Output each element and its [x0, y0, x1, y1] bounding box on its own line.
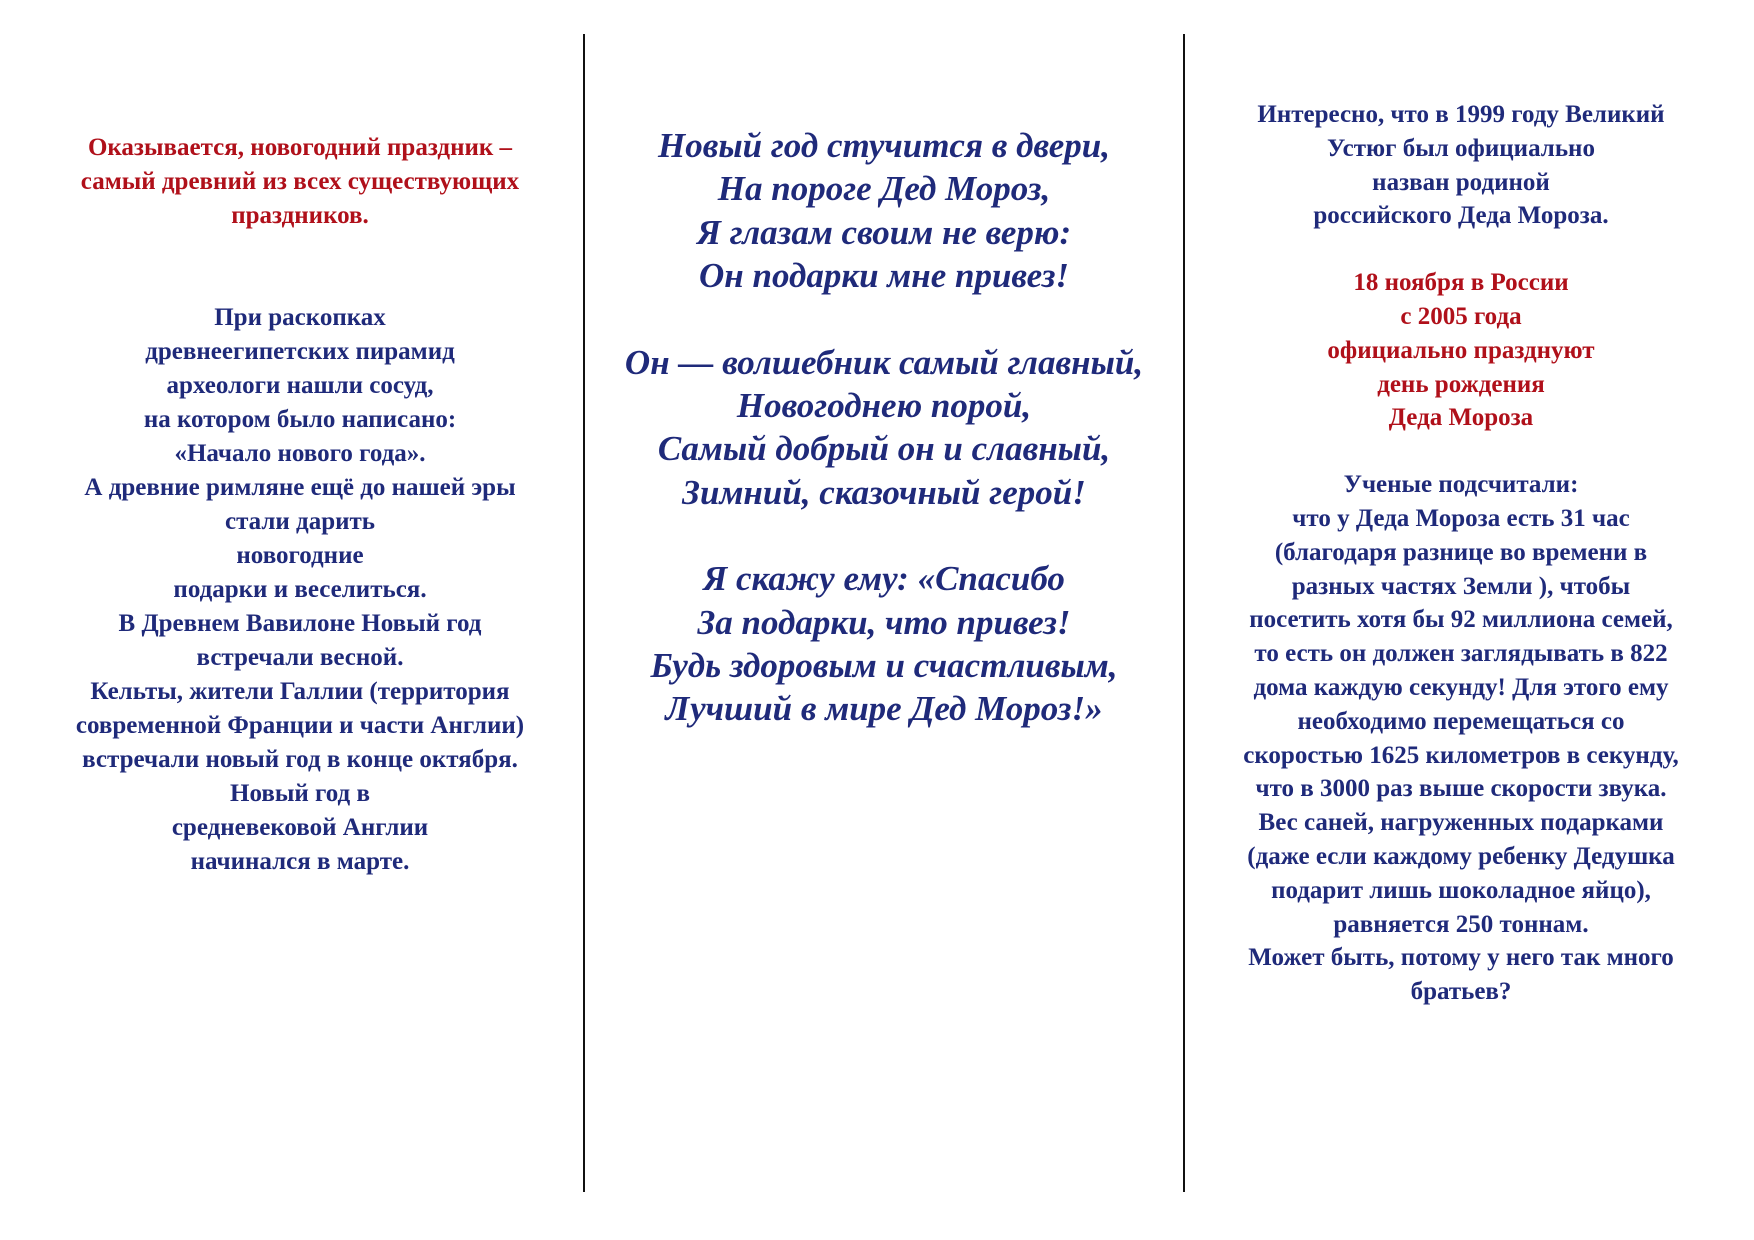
column-divider-right [1183, 34, 1185, 1192]
left-intro-text: Оказывается, новогодний праздник – самый древний из всех существующих праздников. [80, 134, 520, 229]
left-column [30, 131, 570, 879]
facts-text: Ученые подсчитали: что у Деда Мороза есть 31 час (благодаря разнице во времени в разных частях Земли ), чтобы посетить хотя бы 92 миллиона семей, то есть он должен заглядывать в 822 дома каждую секунду! Для этого ему необходимо перемещаться со скоростью 1625 километров в секунду, что в 3000 раз выше скорости звука. Вес саней, нагруженных подарками (даже если каждому ребенку Дедушка подарит лишь шоколадное яйцо), равняется 250 тоннам. Может быть, потому у него так много братьев? [1243, 471, 1679, 1006]
left-history-text: При раскопках древнеегипетских пирамид археологи нашли сосуд, на котором было написано: «Начало нового года». А древние римляне ещё до нашей эры стали дарить новогодние подарки и веселиться. В Древнем Вавилоне Новый год встречали весной. Кельты, жители Галлии (территория современной Франции и части Англии) встречали новый год в конце октября. Новый год в средневековой Англии начинался в марте. [75, 304, 525, 875]
poem-stanza-3: Я скажу ему: «Спасибо За подарки, что привез! Будь здоровым и счастливым, Лучший в мире Дед Мороз!» [650, 559, 1118, 729]
poem-stanza-2: Он — волшебник самый главный, Новогоднею порой, Самый добрый он и славный, Зимний, сказочный герой! [624, 342, 1144, 512]
poem-stanza-1: Новый год стучится в двери, На пороге Дед Мороз, Я глазам своим не верю: Он подарки мне привез! [658, 126, 1110, 296]
column-divider-left [583, 34, 585, 1192]
poem-column [596, 124, 1172, 731]
birthday-date-note: 18 ноября в России с 2005 года официально празднуют день рождения Деда Мороза [1327, 269, 1595, 432]
right-column [1194, 98, 1728, 1009]
right-intro-text: Интересно, что в 1999 году Великий Устюг был официально назван родиной российского Деда Мороза. [1257, 101, 1665, 230]
